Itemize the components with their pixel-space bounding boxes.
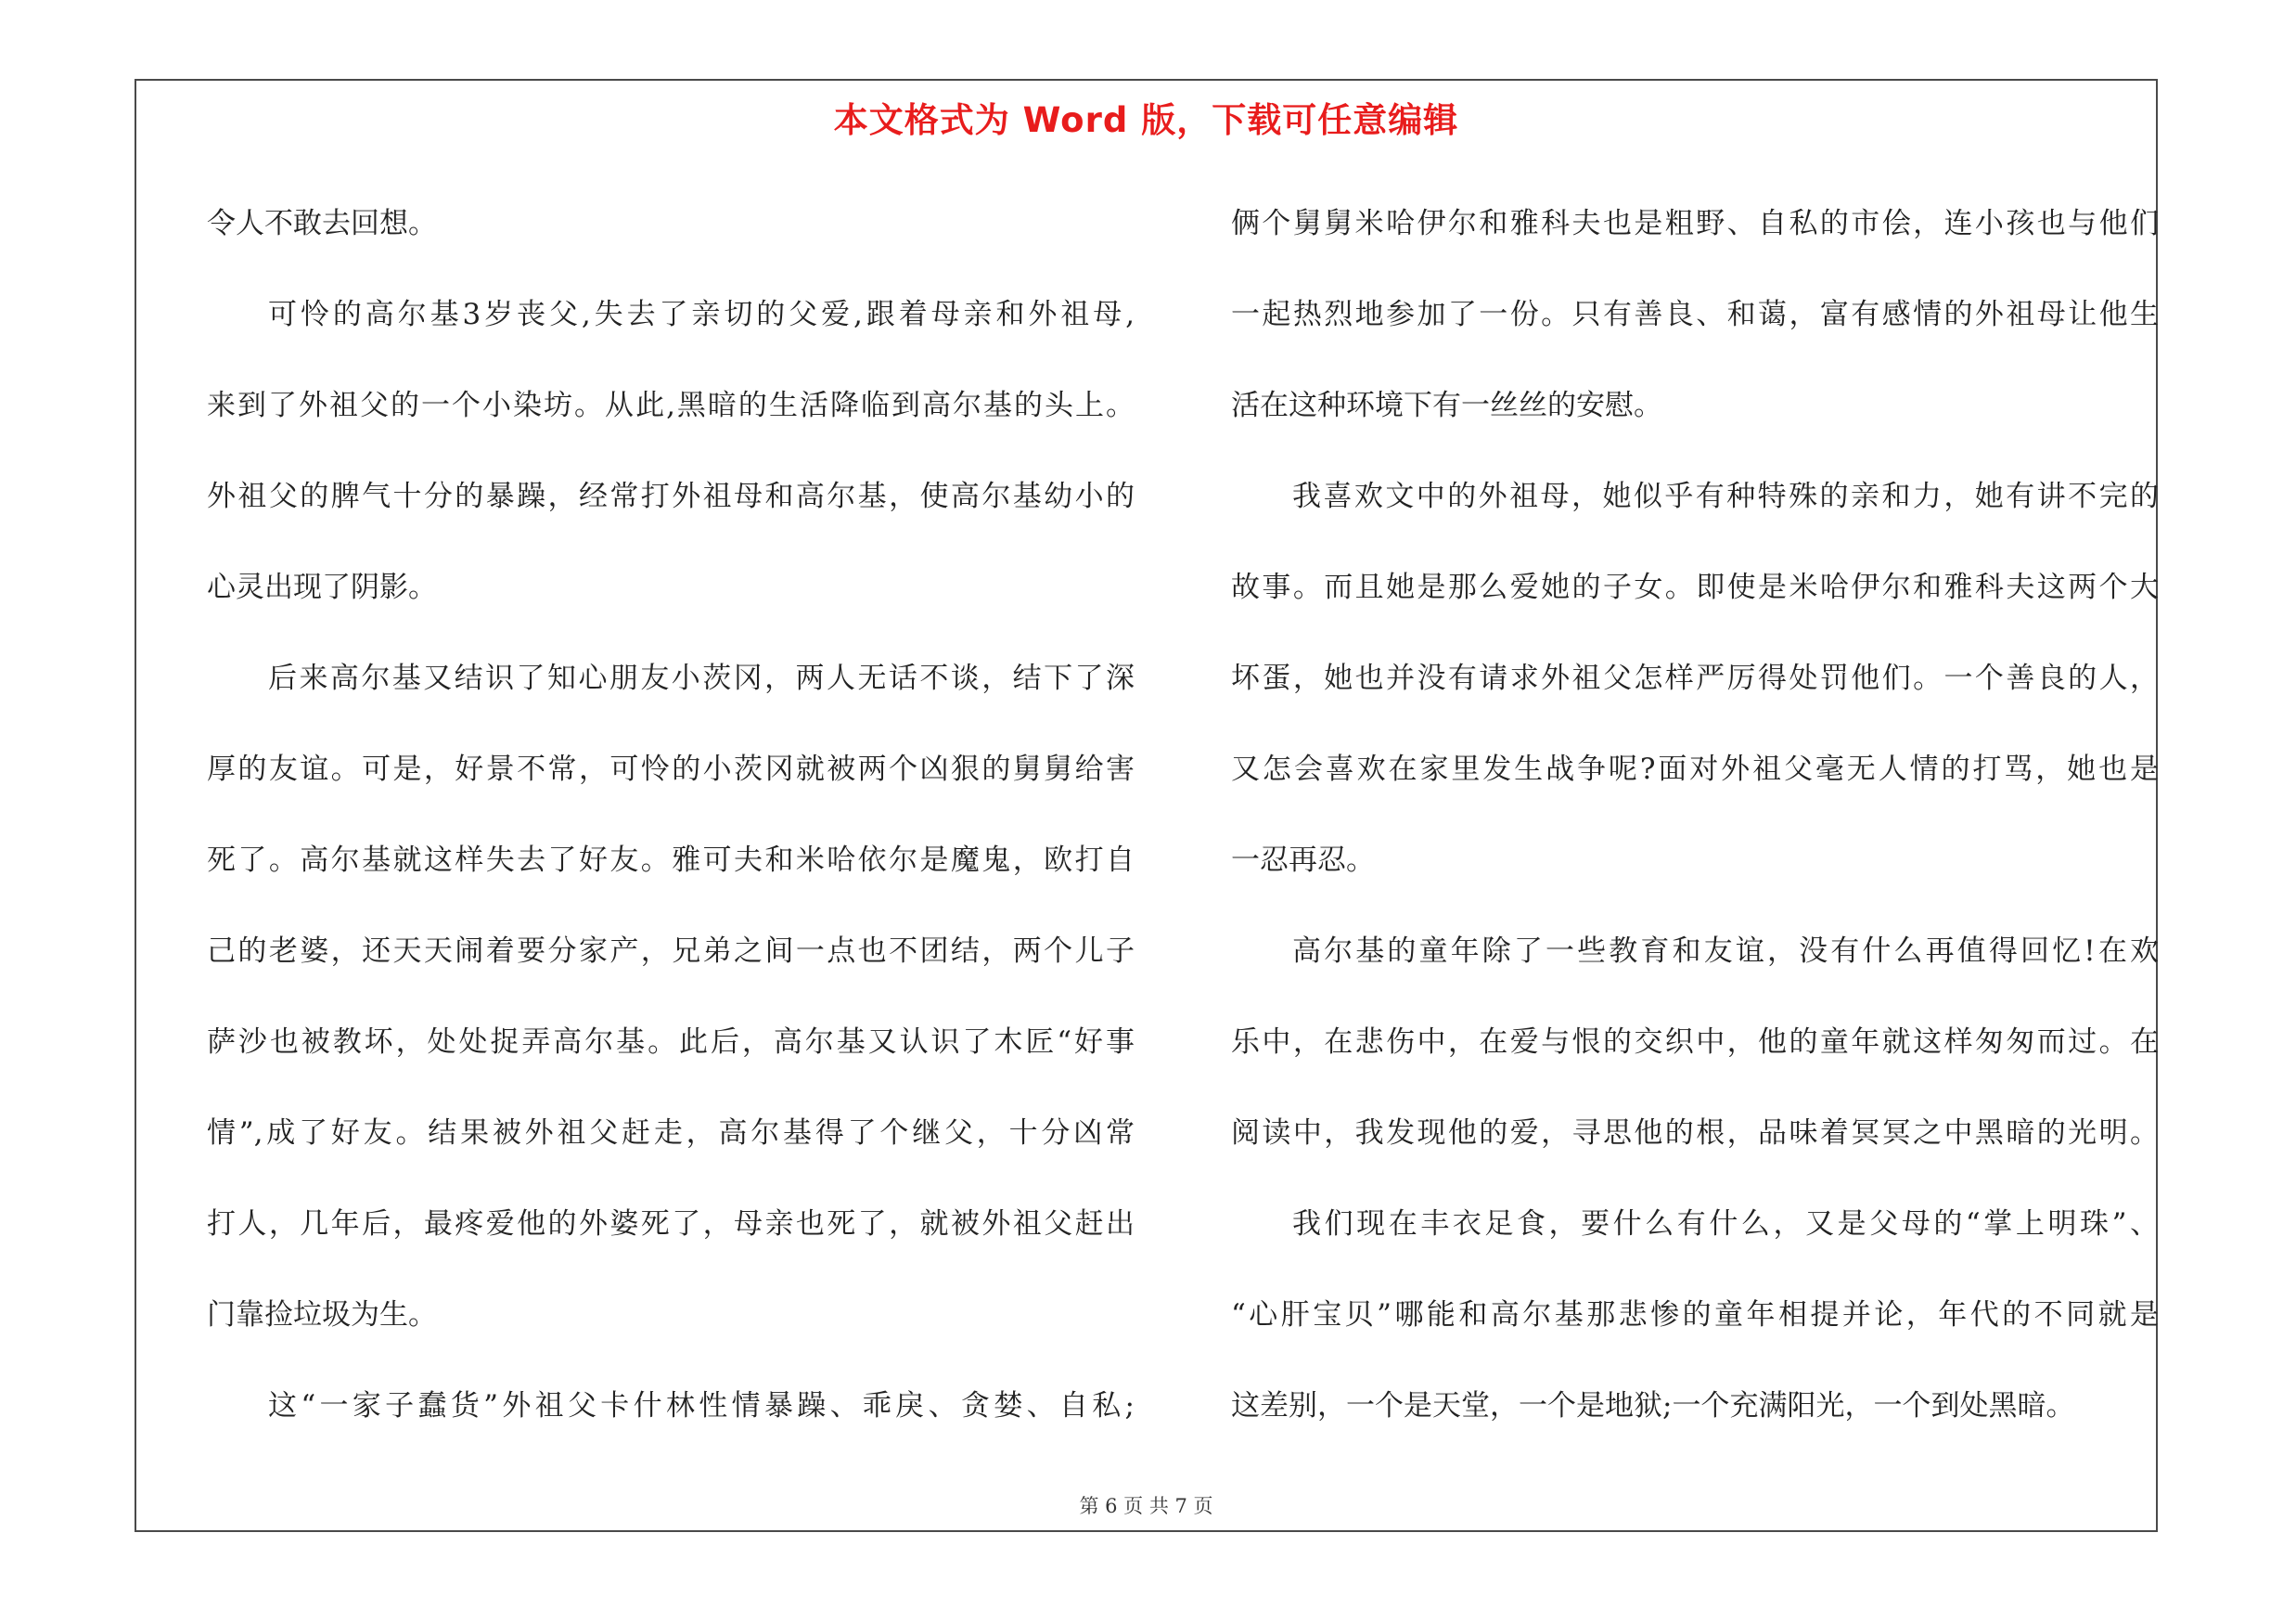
text-line: 可怜的高尔基3岁丧父,失去了亲切的父爱,跟着母亲和外祖母, bbox=[268, 298, 1135, 331]
left-column bbox=[207, 178, 1135, 1451]
text-line: 这差别，一个是天堂，一个是地狱;一个充满阳光，一个到处黑暗。 bbox=[1231, 1389, 2075, 1423]
text-line: 乐中，在悲伤中，在爱与恨的交织中，他的童年就这样匆匆而过。在 bbox=[1231, 1025, 2159, 1059]
text-line: 打人，几年后，最疼爱他的外婆死了，母亲也死了，就被外祖父赶出 bbox=[207, 1207, 1135, 1241]
document-header: 本文格式为 Word 版，下载可任意编辑 bbox=[833, 100, 1459, 140]
text-line: 来到了外祖父的一个小染坊。从此,黑暗的生活降临到高尔基的头上。 bbox=[207, 389, 1135, 422]
text-line: 死了。高尔基就这样失去了好友。雅可夫和米哈依尔是魔鬼，欧打自 bbox=[207, 844, 1135, 877]
text-line: 一忍再忍。 bbox=[1231, 844, 1375, 877]
page-frame bbox=[135, 79, 2158, 1532]
text-line: 萨沙也被教坏，处处捉弄高尔基。此后，高尔基又认识了木匠“好事 bbox=[207, 1025, 1135, 1059]
text-line: 我们现在丰衣足食，要什么有什么，又是父母的“掌上明珠”、 bbox=[1292, 1207, 2159, 1241]
text-line: 这“一家子蠢货”外祖父卡什林性情暴躁、乖戾、贪婪、自私; bbox=[268, 1389, 1135, 1423]
text-line: 后来高尔基又结识了知心朋友小茨冈，两人无话不谈，结下了深 bbox=[268, 662, 1135, 695]
text-line: 阅读中，我发现他的爱，寻思他的根，品味着冥冥之中黑暗的光明。 bbox=[1231, 1116, 2159, 1150]
text-line: 活在这种环境下有一丝丝的安慰。 bbox=[1231, 389, 1662, 422]
right-column bbox=[1231, 178, 2159, 1451]
text-line: 我喜欢文中的外祖母，她似乎有种特殊的亲和力，她有讲不完的 bbox=[1292, 480, 2159, 513]
text-line: 高尔基的童年除了一些教育和友谊，没有什么再值得回忆!在欢 bbox=[1292, 934, 2159, 968]
text-line: 心灵出现了阴影。 bbox=[207, 571, 437, 604]
text-line: 故事。而且她是那么爱她的子女。即使是米哈伊尔和雅科夫这两个大 bbox=[1231, 571, 2159, 604]
page-number: 第 6 页 共 7 页 bbox=[1079, 1495, 1213, 1517]
text-line: “心肝宝贝”哪能和高尔基那悲惨的童年相提并论，年代的不同就是 bbox=[1231, 1298, 2159, 1332]
text-line: 外祖父的脾气十分的暴躁，经常打外祖母和高尔基，使高尔基幼小的 bbox=[207, 480, 1135, 513]
text-line: 又怎会喜欢在家里发生战争呢?面对外祖父毫无人情的打骂，她也是 bbox=[1231, 753, 2159, 786]
text-line: 己的老婆，还天天闹着要分家产，兄弟之间一点也不团结，两个儿子 bbox=[207, 934, 1135, 968]
text-line: 俩个舅舅米哈伊尔和雅科夫也是粗野、自私的市侩，连小孩也与他们 bbox=[1231, 207, 2159, 240]
text-line: 坏蛋，她也并没有请求外祖父怎样严厉得处罚他们。一个善良的人， bbox=[1231, 662, 2159, 695]
text-line: 令人不敢去回想。 bbox=[207, 207, 437, 240]
text-line: 情”,成了好友。结果被外祖父赶走，高尔基得了个继父，十分凶常 bbox=[207, 1116, 1135, 1150]
text-line: 门靠捡垃圾为生。 bbox=[207, 1298, 437, 1332]
text-line: 一起热烈地参加了一份。只有善良、和蔼，富有感情的外祖母让他生 bbox=[1231, 298, 2159, 331]
text-line: 厚的友谊。可是，好景不常，可怜的小茨冈就被两个凶狠的舅舅给害 bbox=[207, 753, 1135, 786]
